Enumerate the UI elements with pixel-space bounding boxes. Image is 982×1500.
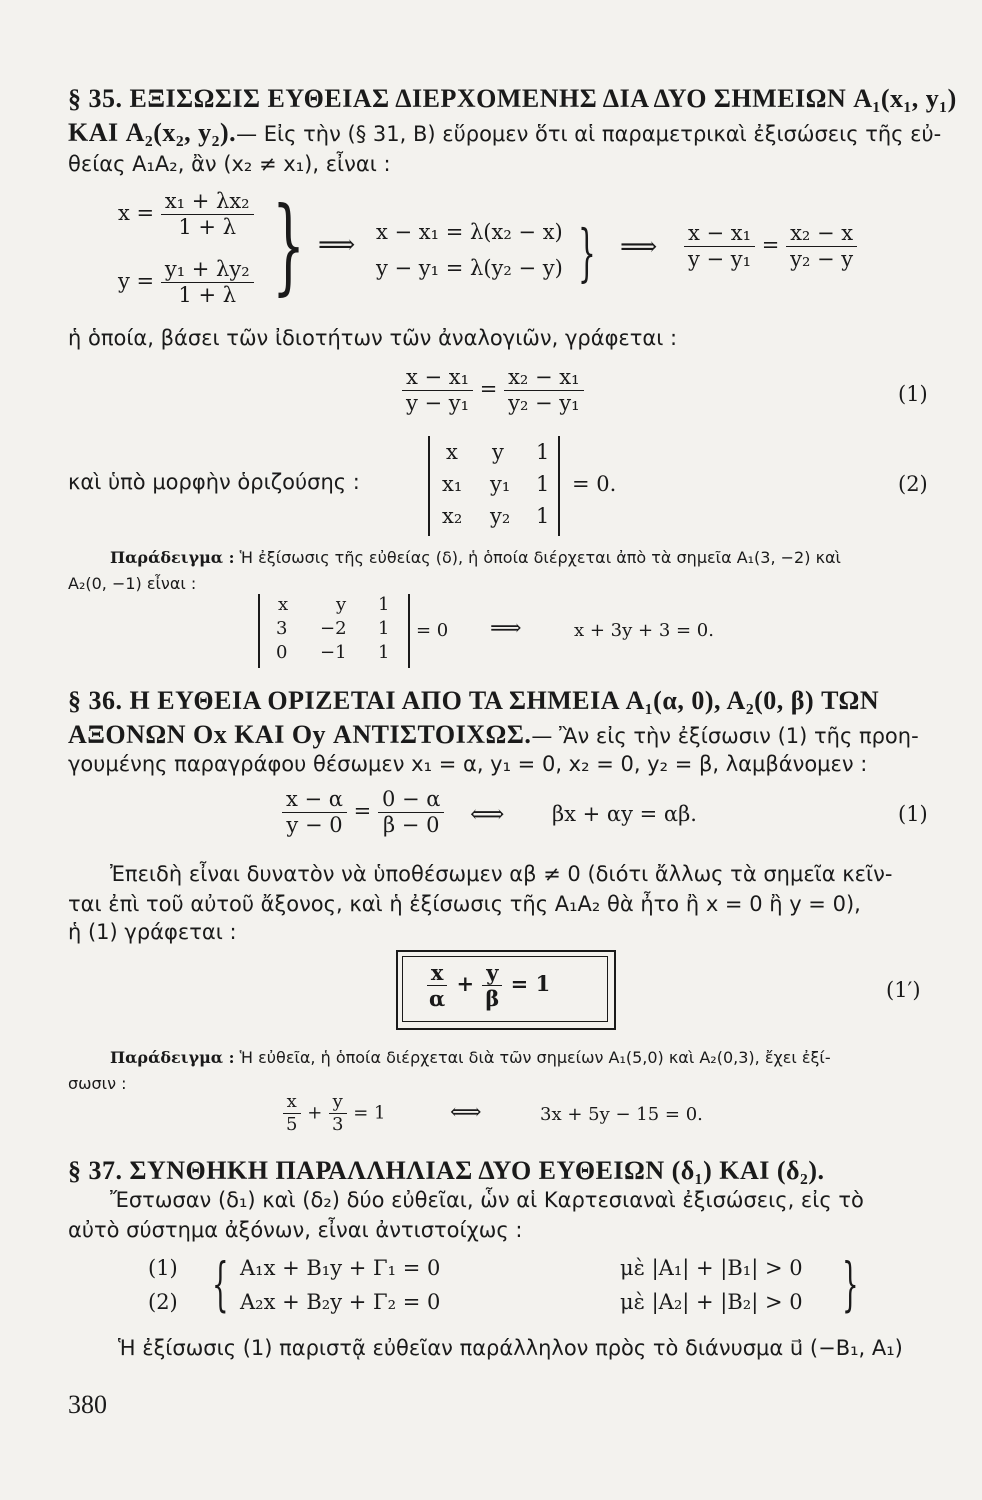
section-36-text-1: Ἐπειδὴ εἶναι δυνατὸν νὰ ὑποθέσωμεν αβ ≠ 0 (διότι ἄλλως τὰ σημεῖα κεῖν- (110, 862, 893, 886)
system-eq-1: x − x₁ = λ(x₂ − x) (376, 220, 563, 244)
equation-1 (402, 366, 584, 415)
section-37-text-1: Ἔστωσαν (δ₁) καὶ (δ₂) δύο εὐθεῖαι, ὧν αἱ Καρτεσιαναὶ ἐξισώσεις, εἰς τὸ (110, 1188, 864, 1212)
det-cell: 1 (536, 472, 550, 496)
result-num-1: x − x₁ (684, 222, 755, 247)
param-x-denominator: 1 + λ (178, 215, 237, 240)
implies-arrow-2-icon: ⟹ (620, 232, 658, 262)
ex-det-cell: 1 (378, 642, 390, 663)
det-cell: x (446, 440, 458, 464)
eq1-fraction-2 (504, 366, 584, 415)
right-brace-icon: } (842, 1250, 859, 1318)
box-fraction-2 (481, 961, 503, 1010)
ex-equals: = 1 (353, 1102, 386, 1124)
param-x-numerator: x₁ + λx₂ (161, 190, 254, 215)
right-brace-icon: } (272, 184, 306, 306)
section-36-intro-line2: γουμένης παραγράφου θέσωμεν x₁ = α, y₁ = 0, x₂ = 0, y₂ = β, λαμβάνομεν : (68, 752, 868, 776)
box-plus: + (456, 971, 475, 997)
ex-fraction-1 (282, 1092, 301, 1135)
f-fraction-2 (378, 788, 445, 837)
ex-det-cell: x (278, 594, 289, 615)
section-37-last-line: Ἡ ἐξίσωσις (1) παριστᾷ εὐθεῖαν παράλληλον πρὸς τὸ διάνυσμα u⃗ (−B₁, A₁) (118, 1336, 903, 1360)
param-x-fraction (161, 190, 254, 239)
determinant-equals: = 0. (572, 472, 617, 496)
ex-det-cell: 1 (378, 594, 390, 615)
left-brace-icon: { (212, 1250, 229, 1318)
param-x-eq (118, 190, 254, 239)
result-den-1: y − y₁ (688, 247, 752, 272)
section-35-heading: § 35. ΕΞΙΣΩΣΙΣ ΕΥΘΕΙΑΣ ΔΙΕΡΧΟΜΕΝΗΣ ΔΙΑ ΔΥΟ ΣΗΜΕΙΩΝ A₁(x₁, y₁) (68, 84, 957, 113)
f-fraction-1 (282, 788, 347, 837)
box-num-2: y (482, 961, 502, 986)
eq1-den-1: y − y₁ (406, 391, 470, 416)
section-36-intro: — Ἂν εἰς τὴν ἐξίσωσιν (1) τῆς προη- (531, 724, 919, 748)
section-36-text-3: ἡ (1) γράφεται : (68, 920, 237, 944)
example-36-result: 3x + 5y − 15 = 0. (540, 1104, 703, 1125)
result-equals: = (761, 233, 780, 258)
det-cell: 1 (536, 440, 550, 464)
line-2-equation: A₂x + B₂y + Γ₂ = 0 (240, 1290, 441, 1314)
example-result: x + 3y + 3 = 0. (574, 620, 714, 641)
example-36-line2: σωσιν : (68, 1074, 127, 1093)
param-y-fraction (161, 258, 254, 307)
det-cell: y₂ (490, 504, 511, 528)
example-36 (110, 1048, 831, 1067)
ex-num-2: y (329, 1092, 347, 1114)
line-1-equation: A₁x + B₁y + Γ₁ = 0 (240, 1256, 441, 1280)
det-cell: y₁ (490, 472, 511, 496)
system-eq-2: y − y₁ = λ(y₂ − y) (376, 256, 563, 280)
example-text-line2: A₂(0, −1) εἶναι : (68, 574, 197, 593)
result-den-2: y₂ − y (790, 247, 854, 272)
determinant (428, 436, 560, 536)
intercept-derivation (282, 788, 444, 837)
section-35-intro-line2: θείας A₁A₂, ἂν (x₂ ≠ x₁), εἶναι : (68, 152, 391, 176)
section-36-heading-line2 (68, 720, 919, 750)
ex-fraction-2 (328, 1092, 347, 1135)
det-cell: 1 (536, 504, 550, 528)
page-number: 380 (68, 1390, 107, 1419)
param-y-denominator: 1 + λ (178, 283, 237, 308)
example-label: Παράδειγμα : (110, 548, 235, 567)
param-y-eq (118, 258, 254, 307)
ex-det-cell: −2 (320, 618, 347, 639)
intercept-label: (1) (898, 802, 928, 826)
section-36-heading: § 36. Η ΕΥΘΕΙΑ ΟΡΙΖΕΤΑΙ ΑΠΟ ΤΑ ΣΗΜΕΙΑ A₁(α, 0), A₂(0, β) ΤΩΝ (68, 686, 880, 715)
eq1-equals: = (479, 377, 498, 402)
f-den-2: β − 0 (382, 813, 440, 838)
example-36-eq (282, 1092, 385, 1135)
intercept-form-label: (1′) (886, 978, 921, 1002)
box-den-2: β (485, 986, 500, 1012)
line-1-condition: μὲ |A₁| + |B₁| > 0 (620, 1256, 803, 1280)
intercept-form-box (396, 950, 616, 1030)
result-fraction-1 (684, 222, 755, 271)
example-det-equals: = 0 (416, 620, 449, 641)
ex-num-1: x (283, 1092, 301, 1114)
eq1-fraction-1 (402, 366, 473, 415)
eq1-num-1: x − x₁ (402, 366, 473, 391)
param-y-numerator: y₁ + λy₂ (161, 258, 254, 283)
box-den-1: α (429, 986, 446, 1012)
result-num-2: x₂ − x (786, 222, 857, 247)
equation-2-label: (2) (898, 472, 928, 496)
system-label-1: (1) (148, 1256, 178, 1280)
intercept-result: βx + αy = αβ. (552, 802, 697, 826)
ex-den-1: 5 (286, 1113, 298, 1135)
det-cell: x₁ (442, 472, 463, 496)
system-label-2: (2) (148, 1290, 178, 1314)
section-35-intro: — Εἰς τὴν (§ 31, B) εὕρομεν ὅτι αἱ παραμετρικαὶ ἐξισώσεις τῆς εὐ- (236, 122, 942, 146)
param-x-lhs: x = (118, 201, 155, 226)
section-35-heading-continued: ΚΑΙ A₂(x₂, y₂). (68, 118, 237, 147)
example-label: Παράδειγμα : (110, 1048, 235, 1067)
section-37-heading: § 37. ΣΥΝΘΗΚΗ ΠΑΡΑΛΛΗΛΙΑΣ ΔΥΟ ΕΥΘΕΙΩΝ (δ₁) ΚΑΙ (δ₂). (68, 1156, 825, 1185)
eq1-den-2: y₂ − y₁ (508, 391, 580, 416)
ex-den-2: 3 (332, 1113, 344, 1135)
section-36-text-2: ται ἐπὶ τοῦ αὐτοῦ ἄξονος, καὶ ἡ ἐξίσωσις τῆς A₁A₂ θὰ ἦτο ἢ x = 0 ἢ y = 0), (68, 892, 861, 916)
det-cell: y (492, 440, 504, 464)
ex-det-cell: −1 (320, 642, 347, 663)
iff-arrow-icon: ⟺ (470, 800, 505, 828)
example-35 (110, 548, 841, 567)
f-equals: = (353, 799, 372, 824)
box-equals: = 1 (510, 971, 551, 997)
ex-det-cell: 1 (378, 618, 390, 639)
example-36-arrow-icon: ⟺ (450, 1100, 482, 1125)
intercept-form-inner-box (402, 956, 608, 1022)
f-num-2: 0 − α (378, 788, 445, 813)
ex-det-cell: 0 (276, 642, 288, 663)
section-35-heading-line2 (68, 118, 941, 148)
section-37-text-2: αὐτὸ σύστημα ἀξόνων, εἶναι ἀντιστοίχως : (68, 1218, 523, 1242)
result-ratio (684, 222, 857, 271)
section-36-heading-continued: ΑΞΟΝΩΝ Ox ΚΑΙ Oy ΑΝΤΙΣΤΟΙΧΩΣ. (68, 720, 532, 749)
line-2-condition: μὲ |A₂| + |B₂| > 0 (620, 1290, 803, 1314)
right-brace-small-icon: } (578, 216, 596, 289)
ex-det-cell: 3 (276, 618, 288, 639)
intercept-form (425, 961, 550, 1010)
f-den-1: y − 0 (286, 813, 343, 838)
param-y-lhs: y = (118, 269, 155, 294)
ex-det-cell: y (336, 594, 347, 615)
result-fraction-2 (786, 222, 857, 271)
box-fraction-1 (425, 961, 449, 1010)
box-num-1: x (427, 961, 448, 986)
implies-arrow-icon: ⟹ (318, 230, 356, 260)
equation-1-label: (1) (898, 382, 928, 406)
properties-text: ἡ ὁποία, βάσει τῶν ἰδιοτήτων τῶν ἀναλογιῶν, γράφεται : (68, 326, 678, 350)
det-cell: x₂ (442, 504, 463, 528)
example-determinant (258, 594, 410, 668)
ex-plus: + (307, 1102, 323, 1124)
example-text: Ἡ εὐθεῖα, ἡ ὁποία διέρχεται διὰ τῶν σημείων A₁(5,0) καὶ A₂(0,3), ἔχει ἐξί- (239, 1048, 831, 1067)
example-arrow-icon: ⟹ (490, 616, 522, 641)
eq1-num-2: x₂ − x₁ (504, 366, 583, 391)
determinant-text: καὶ ὑπὸ μορφὴν ὁριζούσης : (68, 470, 360, 494)
example-text: Ἡ ἐξίσωσις τῆς εὐθείας (δ), ἡ ὁποία διέρχεται ἀπὸ τὰ σημεῖα A₁(3, −2) καὶ (239, 548, 841, 567)
f-num-1: x − α (282, 788, 347, 813)
